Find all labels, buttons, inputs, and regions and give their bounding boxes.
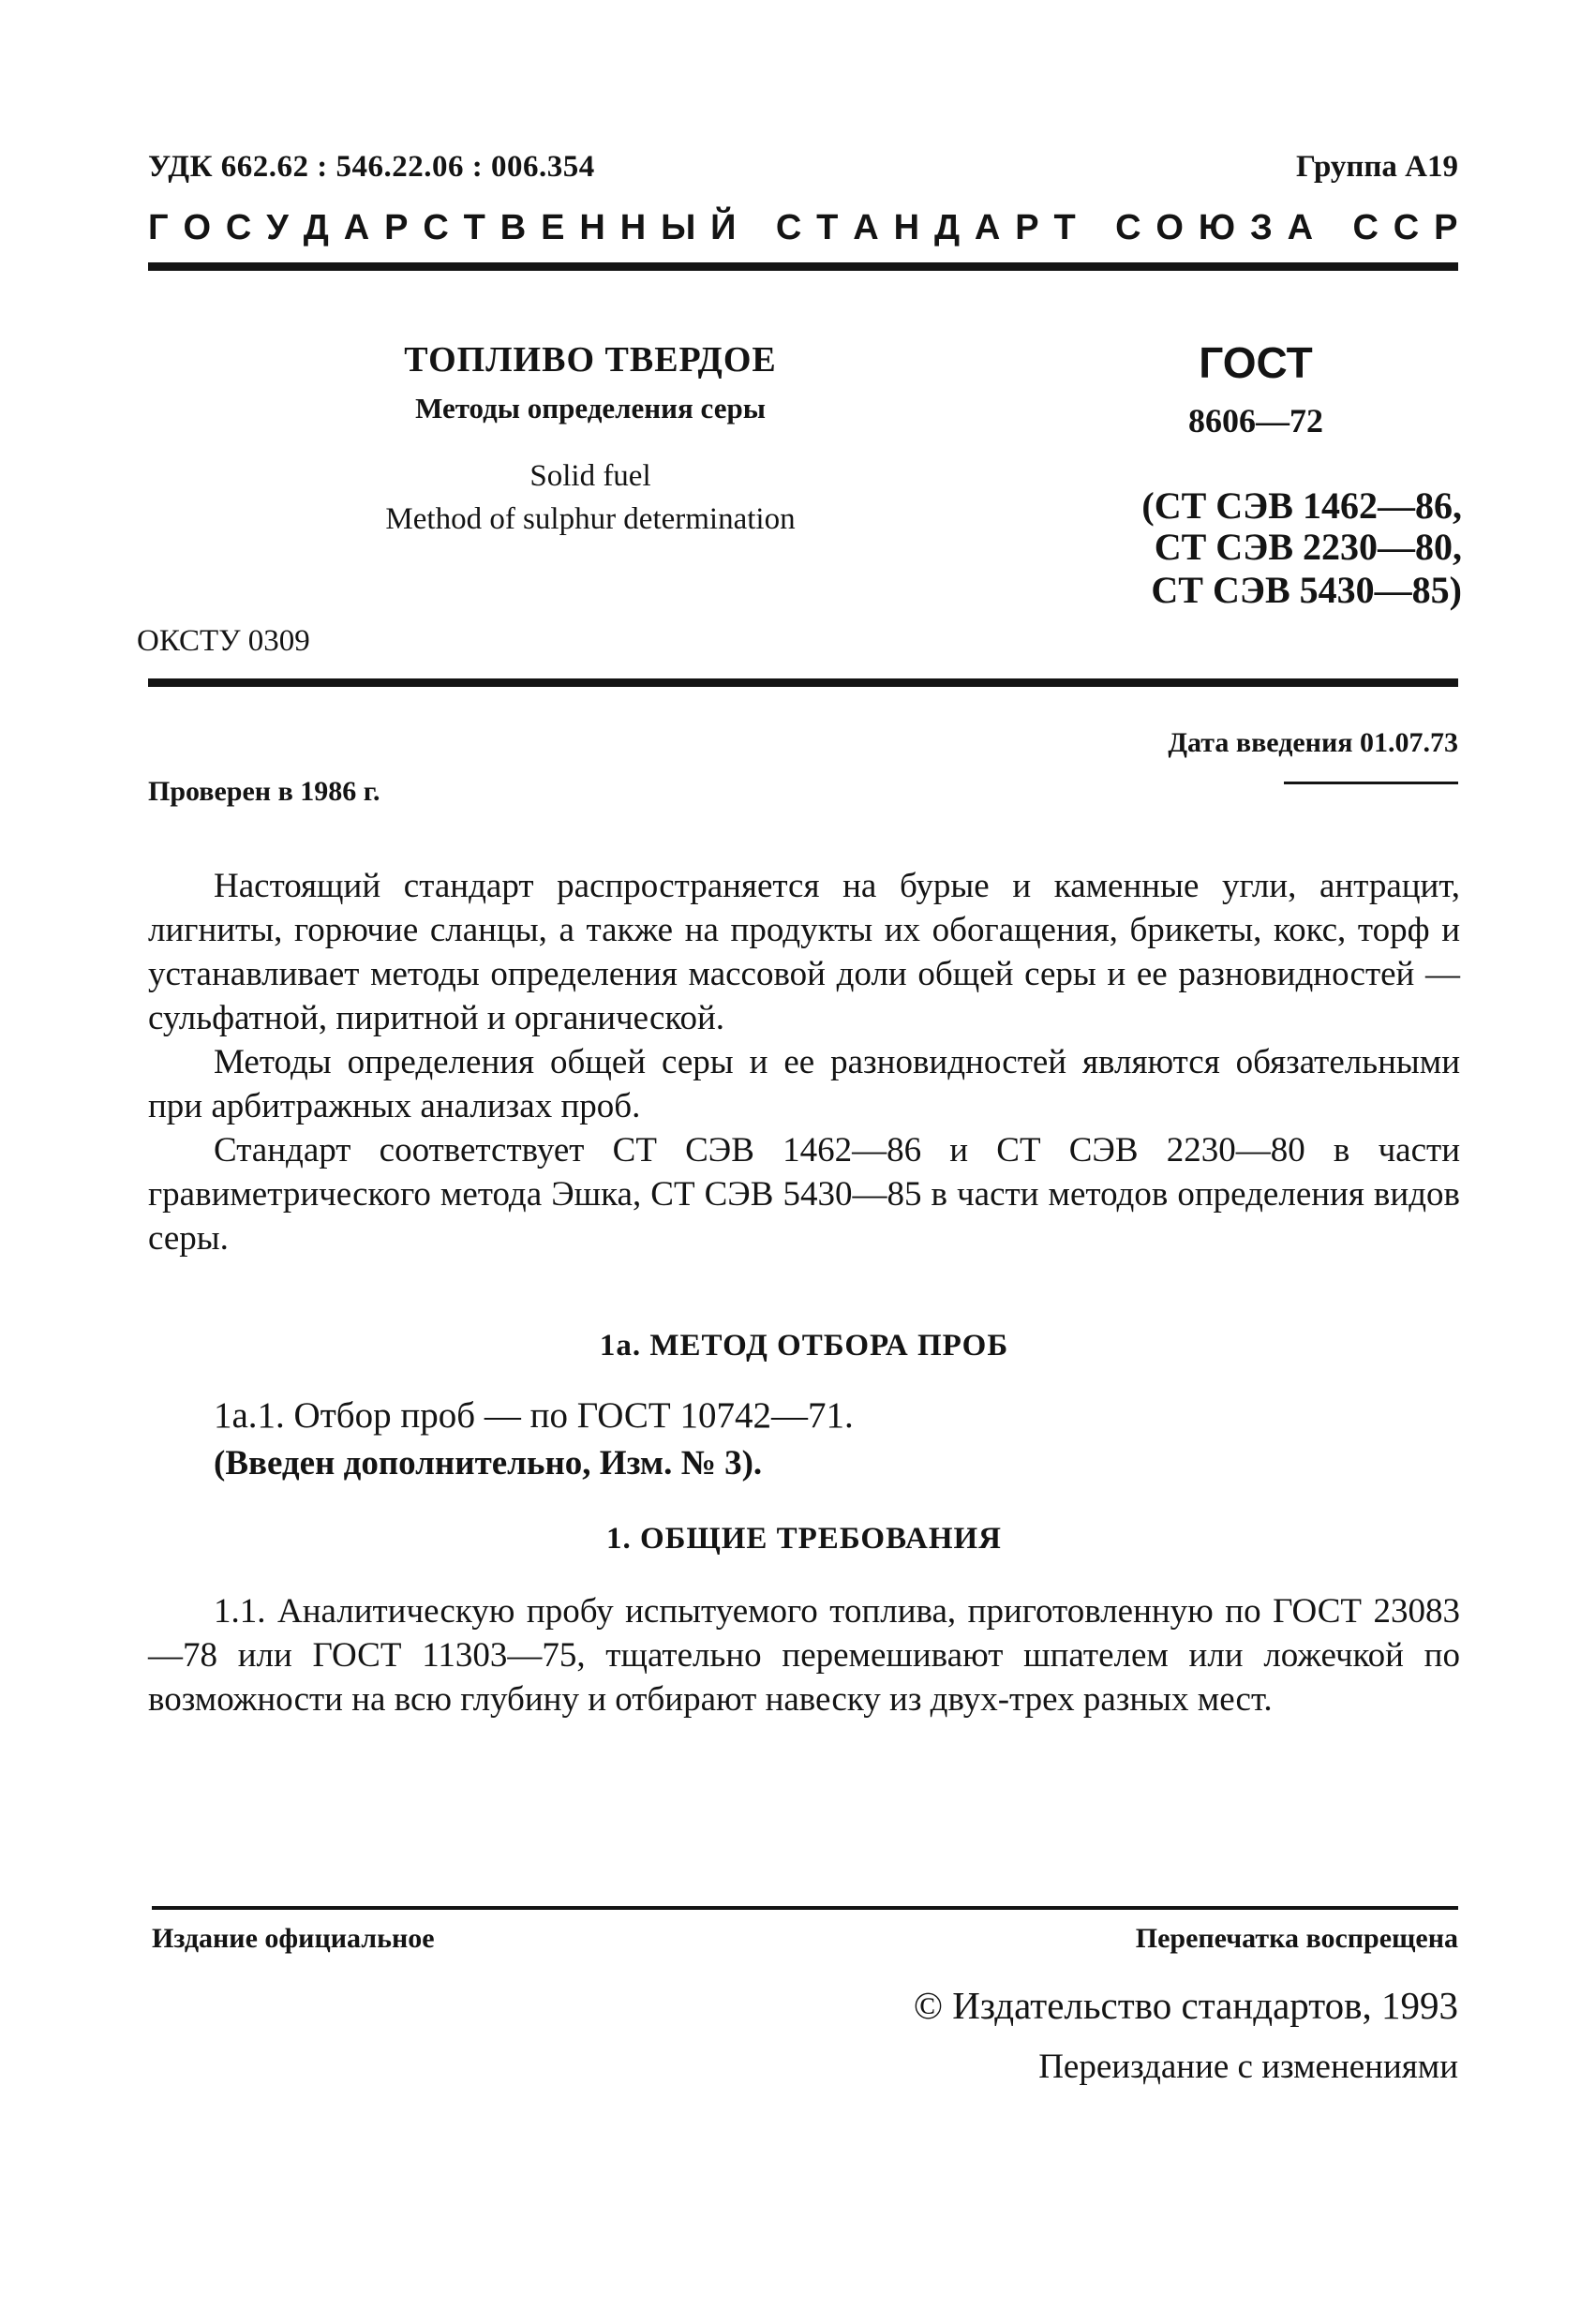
state-heading-letter: Н	[893, 208, 920, 247]
state-heading-letter: С	[775, 208, 802, 247]
st-sev-line-1: (СТ СЭВ 1462—86,	[1141, 484, 1462, 527]
state-heading-letter: С	[423, 208, 449, 247]
state-heading-letter: О	[1155, 208, 1184, 247]
state-heading-letter: Ю	[1198, 208, 1236, 247]
state-heading-letter: Т	[816, 208, 839, 247]
state-heading-letter: А	[1287, 208, 1314, 247]
state-standard-heading	[148, 208, 1458, 248]
state-heading-letter: Р	[1434, 208, 1458, 247]
paragraph-scope: Настоящий стандарт распространяется на бурые и каменные угли, антрацит, лигниты, горючие сланцы, а также на продукты их обогащения, брикеты, кокс, торф и устанавливает методы определения массовой доли общей серы и ее разновидностей — сульфатной, пиритной и органической.	[148, 867, 1460, 1037]
reprint-prohibited: Перепечатка воспрещена	[1135, 1923, 1458, 1954]
section-heading-1: 1. ОБЩИЕ ТРЕБОВАНИЯ	[605, 1522, 1003, 1556]
state-heading-letter: З	[1249, 208, 1273, 247]
udk-code: УДК 662.62 : 546.22.06 : 006.354	[148, 150, 595, 184]
state-heading-letter: Д	[933, 208, 961, 247]
state-heading-letter	[1328, 208, 1338, 248]
title-ru-subtitle: Методы определения серы	[415, 392, 766, 425]
date-underline	[1284, 782, 1458, 784]
date-of-introduction: Дата введения 01.07.73	[1168, 727, 1458, 758]
state-heading-letter: Р	[384, 208, 409, 247]
state-heading-letter: В	[499, 208, 527, 247]
state-heading-letter: Т	[463, 208, 485, 247]
state-heading-letter: А	[853, 208, 879, 247]
reprint-note: Переиздание с изменениями	[1038, 2048, 1458, 2086]
title-ru: ТОПЛИВО ТВЕРДОЕ	[404, 340, 777, 380]
item-1-1-block	[148, 1589, 1460, 1721]
state-heading-letter: А	[974, 208, 1001, 247]
state-heading-letter: С	[1115, 208, 1141, 247]
state-heading-letter: Р	[1015, 208, 1039, 247]
official-edition: Издание официальное	[152, 1923, 435, 1954]
st-sev-line-2: СТ СЭВ 2230—80,	[1154, 526, 1462, 568]
item-1-1: 1.1. Аналитическую пробу испытуемого топлива, приготовленную по ГОСТ 23083—78 или ГОСТ 11303—75, тщательно перемешивают шпателем или ложечкой по возможности на всю глубину и отбирают навеску из двух-трех разных мест.	[148, 1592, 1460, 1719]
state-heading-letter: О	[183, 208, 211, 247]
state-heading-letter	[1091, 208, 1101, 248]
intro-paragraphs	[148, 864, 1460, 1260]
state-heading-letter: Н	[579, 208, 605, 247]
header-thick-rule	[148, 262, 1458, 271]
okstu-code: ОКСТУ 0309	[137, 624, 310, 658]
state-heading-letter: Т	[1053, 208, 1076, 247]
item-1a1-note: (Введен дополнительно, Изм. № 3).	[214, 1444, 763, 1482]
state-heading-letter: Й	[710, 208, 737, 247]
gost-label: ГОСТ	[1199, 338, 1313, 387]
title-en-line1: Solid fuel	[529, 459, 651, 493]
st-sev-line-3: СТ СЭВ 5430—85)	[1151, 569, 1462, 611]
state-heading-letter: С	[1393, 208, 1420, 247]
state-heading-letter: Г	[148, 208, 169, 247]
copyright: © Издательство стандартов, 1993	[913, 1984, 1458, 2027]
paragraph-mandatory: Методы определения общей серы и ее разновидностей являются обязательными при арбитражных анализах проб.	[148, 1043, 1460, 1125]
section-heading-1a: 1а. МЕТОД ОТБОРА ПРОБ	[599, 1329, 1009, 1363]
title-thick-rule	[148, 678, 1458, 687]
state-heading-letter: С	[225, 208, 252, 247]
checked-year: Проверен в 1986 г.	[148, 776, 380, 807]
gost-number: 8606—72	[1188, 402, 1323, 439]
title-en-line2: Method of sulphur determination	[385, 502, 796, 536]
item-1a1: 1а.1. Отбор проб — по ГОСТ 10742—71.	[214, 1395, 854, 1436]
state-heading-letter	[751, 208, 761, 248]
state-heading-letter: Н	[619, 208, 647, 247]
state-heading-letter: А	[343, 208, 370, 247]
state-heading-letter: Е	[541, 208, 565, 247]
state-heading-letter: У	[266, 208, 289, 247]
state-heading-letter: С	[1352, 208, 1379, 247]
footer-rule	[152, 1906, 1458, 1910]
group-code: Группа А19	[1296, 150, 1458, 184]
state-heading-letter: Д	[303, 208, 329, 247]
paragraph-correspondence: Стандарт соответствует СТ СЭВ 1462—86 и СТ СЭВ 2230—80 в части гравиметрического метода Эшка, СТ СЭВ 5430—85 в части методов определения видов серы.	[148, 1131, 1460, 1258]
state-heading-letter: Ы	[661, 208, 696, 247]
